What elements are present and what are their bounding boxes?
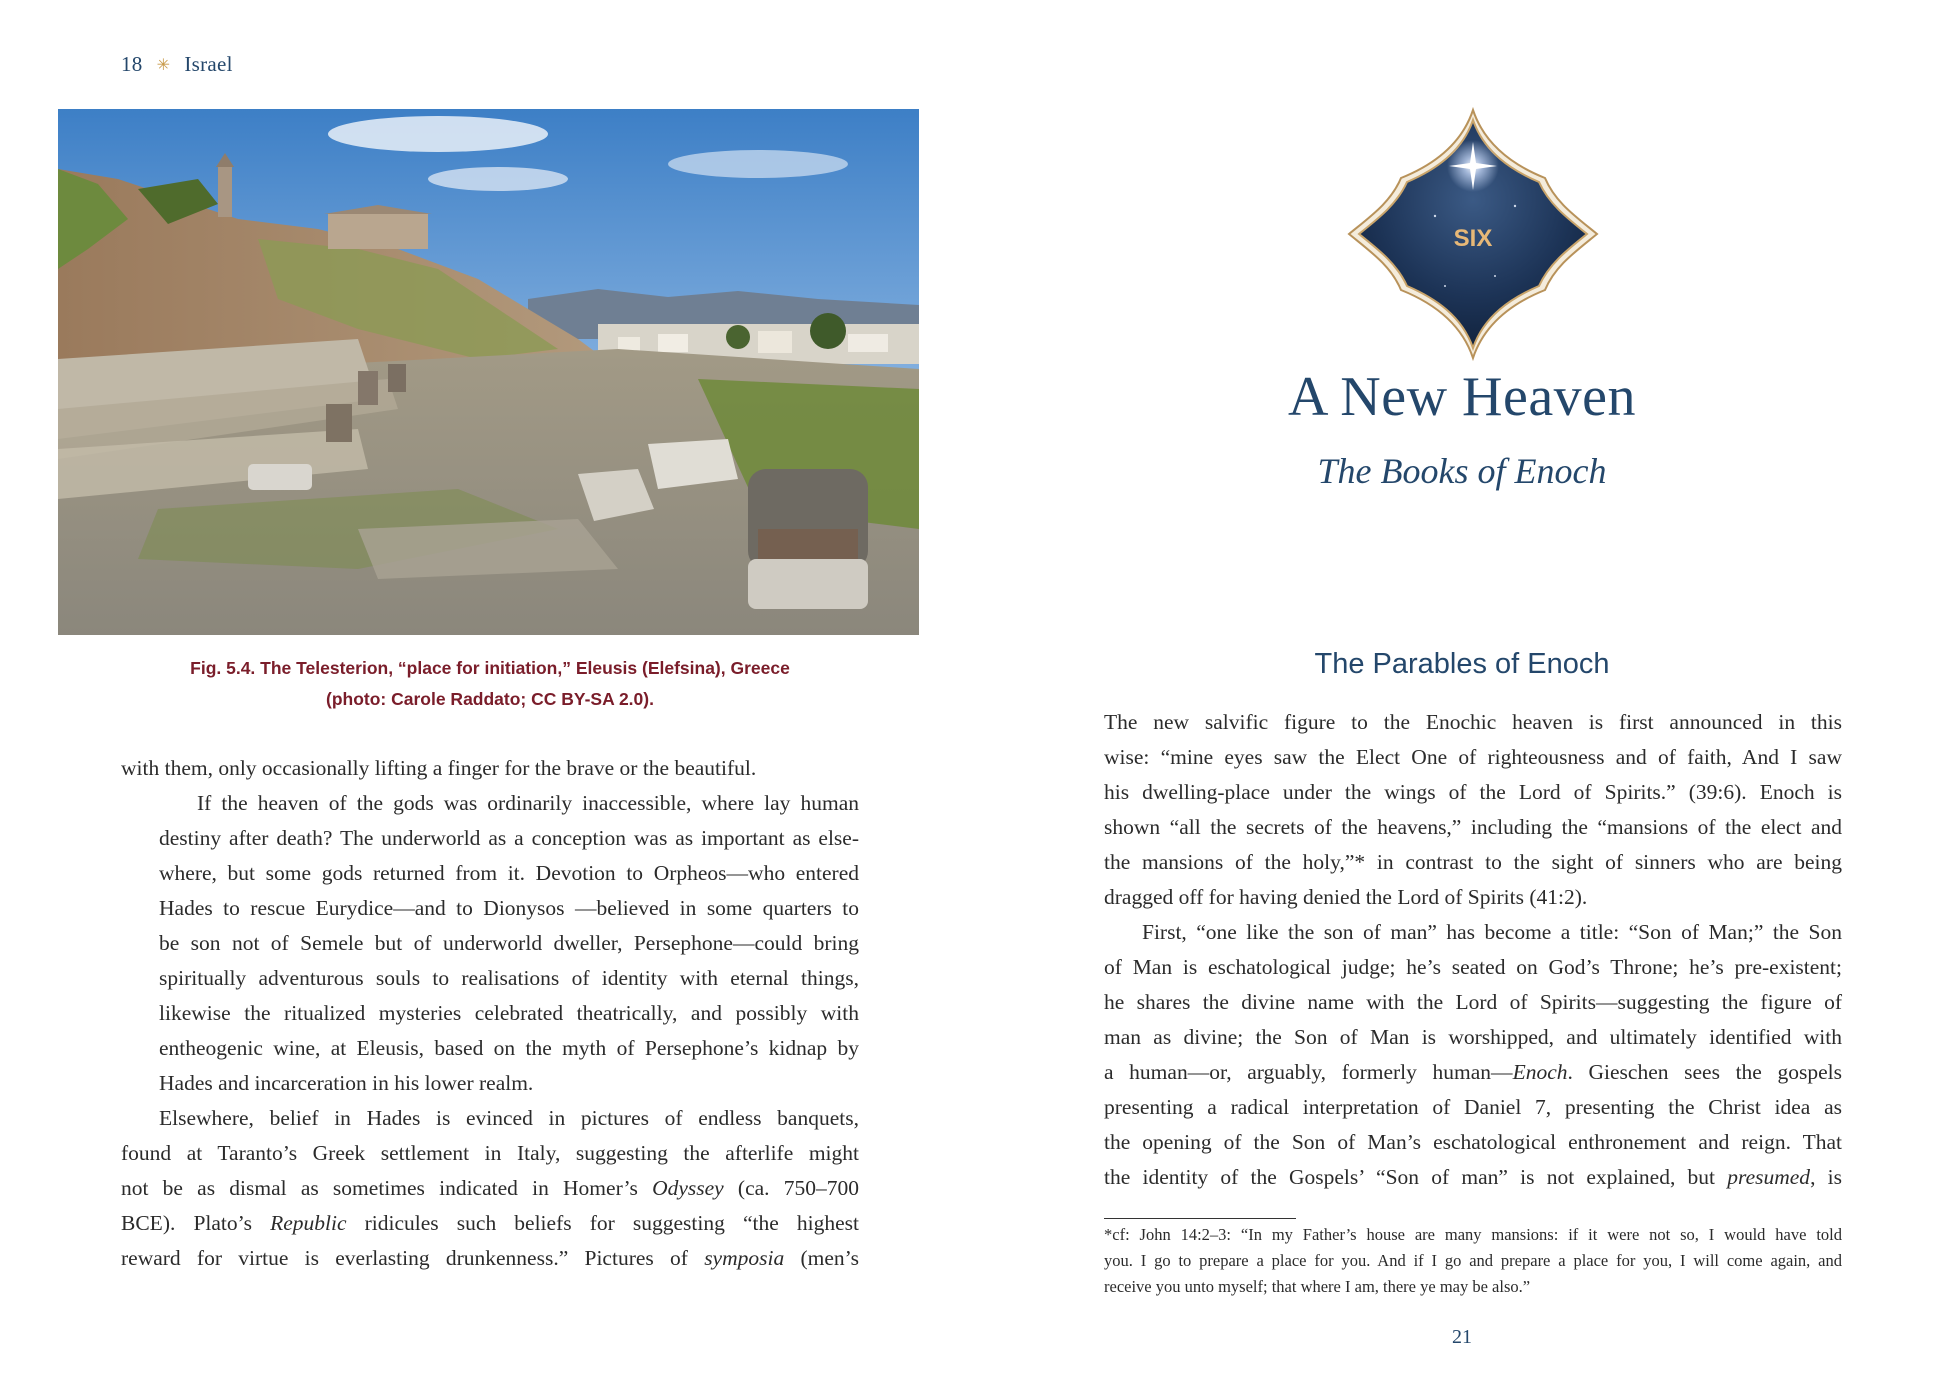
text-line: man as divine; the Son of Man is worshipped, and ultimately identified with xyxy=(1104,1025,1842,1049)
right-page xyxy=(975,0,1949,1396)
text-line: a human—or, arguably, formerly human—Enoch. Gieschen sees the gospels xyxy=(1104,1060,1842,1084)
text-line: of Man is eschatological judge; he’s seated on God’s Throne; he’s pre-existent; xyxy=(1104,955,1842,979)
footnote-line: you. I go to prepare a place for you. And if I go and prepare a place for you, I will come again, and xyxy=(1104,1251,1842,1270)
text-line: First, “one like the son of man” has become a title: “Son of Man;” the Son xyxy=(1142,920,1842,944)
left-body-text xyxy=(121,751,859,1276)
text-line: BCE). Plato’s Republic ridicules such beliefs for suggesting “the highest xyxy=(121,1211,859,1235)
text-line: Hades to rescue Eurydice—and to Dionysos —believed in some quarters to xyxy=(159,896,859,920)
text-line: the identity of the Gospels’ “Son of man” is not explained, but presumed, is xyxy=(1104,1165,1842,1189)
text-line: not be as dismal as sometimes indicated in Homer’s Odyssey (ca. 750–700 xyxy=(121,1176,859,1200)
text-line: be son not of Semele but of underworld dweller, Persephone—could bring xyxy=(159,931,859,955)
footnote-line: receive you unto myself; that where I am, there ye may be also.” xyxy=(1104,1277,1531,1296)
text-line: the mansions of the holy,”* in contrast to the sight of sinners who are being xyxy=(1104,850,1842,874)
text-line: found at Taranto’s Greek settlement in Italy, suggesting the afterlife might xyxy=(121,1141,859,1165)
chapter-number: SIX xyxy=(1453,225,1493,252)
text-line: presenting a radical interpretation of Daniel 7, presenting the Christ idea as xyxy=(1104,1095,1842,1119)
text-line: he shares the divine name with the Lord of Spirits—suggesting the figure of xyxy=(1104,990,1842,1014)
footnote xyxy=(1104,1222,1842,1300)
text-line: reward for virtue is everlasting drunkenness.” Pictures of symposia (men’s xyxy=(121,1246,859,1270)
text-line: destiny after death? The underworld as a conception was as important as else- xyxy=(159,826,859,850)
text-line: likewise the ritualized mysteries celebrated theatrically, and possibly with xyxy=(159,1001,859,1025)
section-heading: The Parables of Enoch xyxy=(1314,648,1610,680)
page-number: 21 xyxy=(1452,1326,1472,1348)
running-head-title: Israel xyxy=(184,52,233,76)
text-line: shown “all the secrets of the heavens,” including the “mansions of the elect and xyxy=(1104,815,1842,839)
caption-line-1: Fig. 5.4. The Telesterion, “place for initiation,” Eleusis (Elefsina), Greece xyxy=(190,658,790,678)
chapter-title: A New Heaven xyxy=(1287,366,1637,428)
page-number: 18 xyxy=(121,52,143,76)
text-line: Elsewhere, belief in Hades is evinced in pictures of endless banquets, xyxy=(159,1106,859,1130)
running-head xyxy=(121,52,233,77)
right-body-text xyxy=(1104,705,1842,1195)
paragraph xyxy=(121,751,859,786)
text-line: his dwelling-place under the wings of the Lord of Spirits.” (39:6). Enoch is xyxy=(1104,780,1842,804)
text-line: Hades and incarceration in his lower realm. xyxy=(159,1071,534,1095)
caption-line-2: (photo: Carole Raddato; CC BY-SA 2.0). xyxy=(326,689,654,709)
text-line: entheogenic wine, at Eleusis, based on the myth of Persephone’s kidnap by xyxy=(159,1036,859,1060)
text-line: wise: “mine eyes saw the Elect One of righteousness and of faith, And I saw xyxy=(1104,745,1842,769)
paragraph xyxy=(121,1101,859,1276)
text-line: the opening of the Son of Man’s eschatological enthronement and reign. That xyxy=(1104,1130,1842,1154)
text-line: The new salvific figure to the Enochic heaven is first announced in this xyxy=(1104,710,1842,734)
paragraph xyxy=(121,786,859,1101)
chapter-emblem xyxy=(1345,106,1601,362)
paragraph xyxy=(1104,915,1842,1195)
text-line: dragged off for having denied the Lord of Spirits (41:2). xyxy=(1104,885,1588,909)
text-line: spiritually adventurous souls to realisations of identity with eternal things, xyxy=(159,966,859,990)
footnote-line: *cf: John 14:2–3: “In my Father’s house are many mansions: if it were not so, I would have told xyxy=(1104,1225,1842,1244)
text-line: If the heaven of the gods was ordinarily inaccessible, where lay human xyxy=(197,791,859,815)
star-ornament-icon: ✳ xyxy=(156,56,171,74)
chapter-subtitle: The Books of Enoch xyxy=(1317,451,1607,491)
figure-caption xyxy=(121,653,859,715)
telesterion-photo xyxy=(58,109,919,635)
text-line: with them, only occasionally lifting a finger for the brave or the beautiful. xyxy=(121,756,757,780)
text-line: where, but some gods returned from it. Devotion to Orpheos—who entered xyxy=(159,861,859,885)
paragraph xyxy=(1104,705,1842,915)
footnote-rule xyxy=(1104,1218,1296,1219)
